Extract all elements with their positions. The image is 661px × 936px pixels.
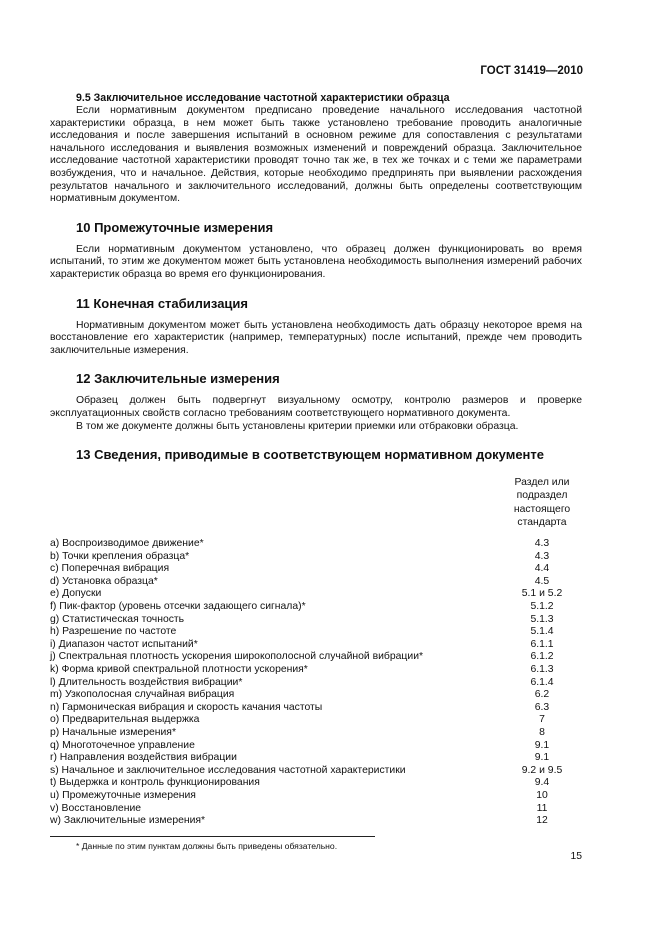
row-reference: 6.1.2 (530, 651, 554, 663)
row-label: i) Диапазон частот испытаний* (50, 638, 198, 650)
row-label: o) Предварительная выдержка (50, 714, 200, 726)
table-row (50, 689, 582, 702)
row-label: q) Многоточечное управление (50, 739, 195, 751)
row-label: j) Спектральная плотность ускорения широкополосной случайной вибрации* (50, 651, 424, 663)
row-reference: 9.2 и 9.5 (521, 764, 563, 776)
table-row (50, 651, 582, 664)
row-reference: 11 (536, 802, 548, 814)
row-label: p) Начальные измерения* (50, 727, 176, 738)
table-row (50, 727, 582, 740)
column-header-line: Раздел или (514, 477, 570, 489)
row-label: c) Поперечная вибрация (50, 563, 170, 575)
table-row (50, 639, 582, 652)
document-header: ГОСТ 31419—2010 (480, 65, 583, 77)
table-row (50, 765, 582, 778)
row-label: k) Форма кривой спектральной плотности ускорения* (50, 664, 308, 676)
table-row (50, 614, 582, 627)
row-reference: 5.1 и 5.2 (521, 588, 563, 600)
table-row (50, 551, 582, 564)
footnote: * Данные по этим пунктам должны быть приведены обязательно. (76, 840, 338, 851)
row-label: e) Допуски (50, 588, 102, 600)
table-row (50, 563, 582, 576)
row-reference: 6.1.3 (530, 664, 554, 676)
row-reference: 7 (539, 714, 545, 726)
row-reference: 4.4 (534, 563, 550, 575)
table-row (50, 815, 582, 828)
column-header-line: подраздел (516, 490, 568, 502)
row-label: a) Воспроизводимое движение* (50, 538, 204, 550)
section-11-title: 11 Конечная стабилизация (76, 295, 249, 311)
row-label: d) Установка образца* (50, 575, 158, 587)
table-row (50, 752, 582, 765)
table-row (50, 702, 582, 715)
row-reference: 5.1.4 (530, 626, 554, 638)
row-label: u) Промежуточные измерения (50, 789, 196, 801)
row-reference: 4.3 (534, 538, 550, 550)
row-label: t) Выдержка и контроль функционирования (50, 777, 260, 789)
table-row (50, 664, 582, 677)
table-row (50, 601, 582, 614)
section-9-5-paragraph: Если нормативным документом предписано проведение начального исследования частотной характеристики образца, в нем может быть также установлено требование проводить аналогичные исследования и после завершения испытаний в основном режиме для сопоставления с результатами начального исследования и выявления возможных изменений и повреждений образца. Заключительное исследование частотной характеристики проводят точно так же, в тех же точках и с теми же параметрами возбуждения, что и начальное. Действия, которые необходимо предпринять при выявлении расхождения результатов начального и заключительного исследований, должны быть определены соответствующим нормативным документом. (50, 105, 582, 205)
section-12-paragraph-2: В том же документе должны быть установлены критерии приемки или отбраковки образца. (76, 420, 519, 432)
row-label: g) Статистическая точность (50, 613, 185, 625)
row-reference: 6.1.4 (530, 676, 554, 688)
section-11-paragraph: Нормативным документом может быть установлена необходимость дать образцу некоторое время на восстановление его характеристик (например, температурных) после испытаний, прежде чем проводить заключительные измерения. (50, 319, 582, 356)
table-row (50, 777, 582, 790)
row-reference: 5.1.3 (530, 613, 554, 625)
table-row (50, 626, 582, 639)
row-reference: 12 (536, 815, 548, 827)
column-header-line: стандарта (517, 516, 567, 528)
row-reference: 9.4 (534, 777, 550, 789)
page-number: 15 (570, 851, 582, 862)
section-10-paragraph: Если нормативным документом установлено, что образец должен функционировать во время испытаний, то этим же документом может быть установлена необходимость выполнения измерений рабочих характеристик образца во время его функционирования. (50, 243, 582, 280)
row-label: m) Узкополосная случайная вибрация (50, 689, 235, 701)
column-header-line: настоящего (513, 503, 571, 515)
table-row (50, 576, 582, 589)
table-row (50, 740, 582, 753)
row-label: v) Восстановление (50, 802, 142, 814)
row-reference: 6.1.1 (530, 638, 554, 650)
row-reference: 4.5 (534, 575, 550, 587)
table-row (50, 588, 582, 601)
section-9-5-title: 9.5 Заключительное исследование частотной характеристики образца (76, 92, 450, 104)
row-label: h) Разрешение по частоте (50, 626, 177, 638)
row-label: l) Длительность воздействия вибрации* (50, 676, 243, 688)
table-row (50, 677, 582, 690)
table-row (50, 790, 582, 803)
row-reference: 4.3 (534, 550, 550, 562)
row-label: r) Направления воздействия вибрации (50, 752, 237, 764)
table-row (50, 538, 582, 551)
row-reference: 10 (536, 789, 548, 801)
row-reference: 9.1 (534, 752, 550, 764)
section-12-paragraph-1: Образец должен быть подвергнут визуальному осмотру, контролю размеров и проверке эксплуатационных свойств согласно требованиям соответствующего нормативного документа. (50, 395, 582, 419)
table-header (50, 476, 582, 538)
table-row (50, 714, 582, 727)
row-reference: 5.1.2 (530, 601, 554, 613)
row-label: w) Заключительные измерения* (50, 815, 206, 827)
row-reference: 9.1 (534, 739, 550, 751)
section-12-title: 12 Заключительные измерения (76, 371, 280, 387)
row-label: n) Гармоническая вибрация и скорость качания частоты (50, 701, 323, 713)
footnote-divider (50, 836, 375, 837)
row-label: s) Начальное и заключительное исследования частотной характеристики (50, 764, 406, 776)
row-reference: 6.3 (534, 701, 550, 713)
row-label: f) Пик-фактор (уровень отсечки задающего сигнала)* (50, 601, 306, 613)
column-header (502, 476, 582, 529)
row-reference: 8 (539, 727, 545, 738)
table-rows (50, 538, 582, 828)
row-label: b) Точки крепления образца* (50, 550, 190, 562)
info-table (50, 476, 582, 828)
section-13-title: 13 Сведения, приводимые в соответствующем нормативном документе (76, 447, 544, 463)
page-body (50, 92, 582, 851)
table-row (50, 803, 582, 816)
row-reference: 6.2 (534, 689, 550, 701)
section-10-title: 10 Промежуточные измерения (76, 219, 274, 235)
